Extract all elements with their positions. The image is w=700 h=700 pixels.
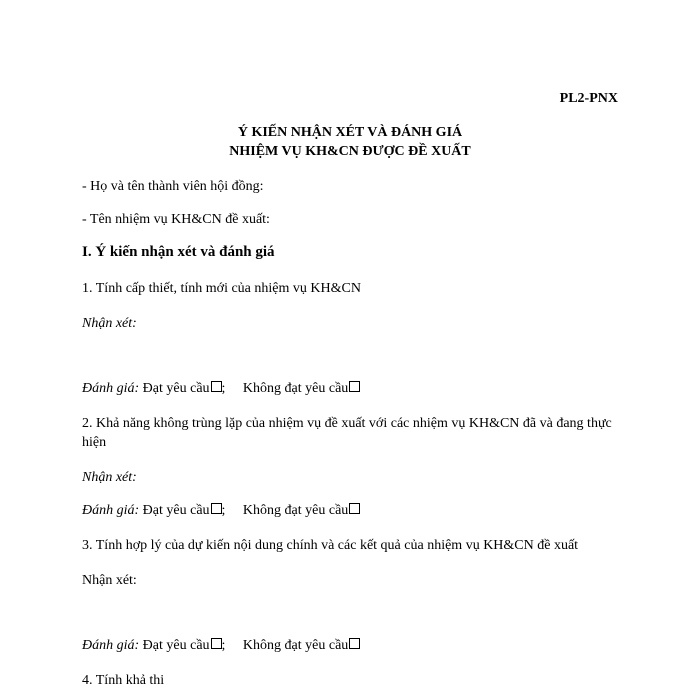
item-2-rating-label: Đánh giá: [82,503,140,518]
item-3-separator: ; [221,638,226,653]
item-3-pass-label: Đạt yêu cầu [142,638,210,653]
item-1-comment-label: Nhận xét: [82,316,137,331]
item-4-heading: 4. Tính khả thi [82,673,165,688]
item-1-fail-label: Không đạt yêu cầu [242,381,349,396]
section-1-heading: I. Ý kiến nhận xét và đánh giá [82,244,275,260]
form-code: PL2-PNX [559,91,618,106]
item-3-rating-label: Đánh giá: [82,638,140,653]
item-2-fail-label: Không đạt yêu cầu [242,503,349,518]
item-1-rating-row [82,379,622,398]
item-3-pass-checkbox[interactable] [211,638,222,649]
title-line-2: NHIỆM VỤ KH&CN ĐƯỢC ĐỀ XUẤT [229,144,471,159]
item-3-fail-checkbox[interactable] [349,638,360,649]
item-1-rating-label: Đánh giá: [82,381,140,396]
item-3-rating-row [82,636,622,655]
item-2-rating-row [82,501,622,520]
item-3-comment-label: Nhận xét: [82,573,137,588]
item-3-heading: 3. Tính hợp lý của dự kiến nội dung chính và các kết quả của nhiệm vụ KH&CN đề xuất [82,538,579,553]
item-2-pass-label: Đạt yêu cầu [142,503,210,518]
item-2-fail-checkbox[interactable] [349,503,360,514]
title-line-1: Ý KIẾN NHẬN XÉT VÀ ĐÁNH GIÁ [237,125,463,140]
task-name-label: - Tên nhiệm vụ KH&CN đề xuất: [82,212,270,227]
item-2-comment-label: Nhận xét: [82,470,137,485]
item-1-pass-label: Đạt yêu cầu [142,381,210,396]
member-name-label: - Họ và tên thành viên hội đồng: [82,179,264,194]
item-2-separator: ; [221,503,226,518]
item-3-fail-label: Không đạt yêu cầu [242,638,349,653]
item-1-heading: 1. Tính cấp thiết, tính mới của nhiệm vụ KH&CN [82,281,361,296]
item-1-separator: ; [221,381,226,396]
item-1-pass-checkbox[interactable] [211,381,222,392]
item-2-pass-checkbox[interactable] [211,503,222,514]
item-1-fail-checkbox[interactable] [349,381,360,392]
item-2-heading: 2. Khả năng không trùng lặp của nhiệm vụ đề xuất với các nhiệm vụ KH&CN đã và đang thực hiện [82,416,612,450]
